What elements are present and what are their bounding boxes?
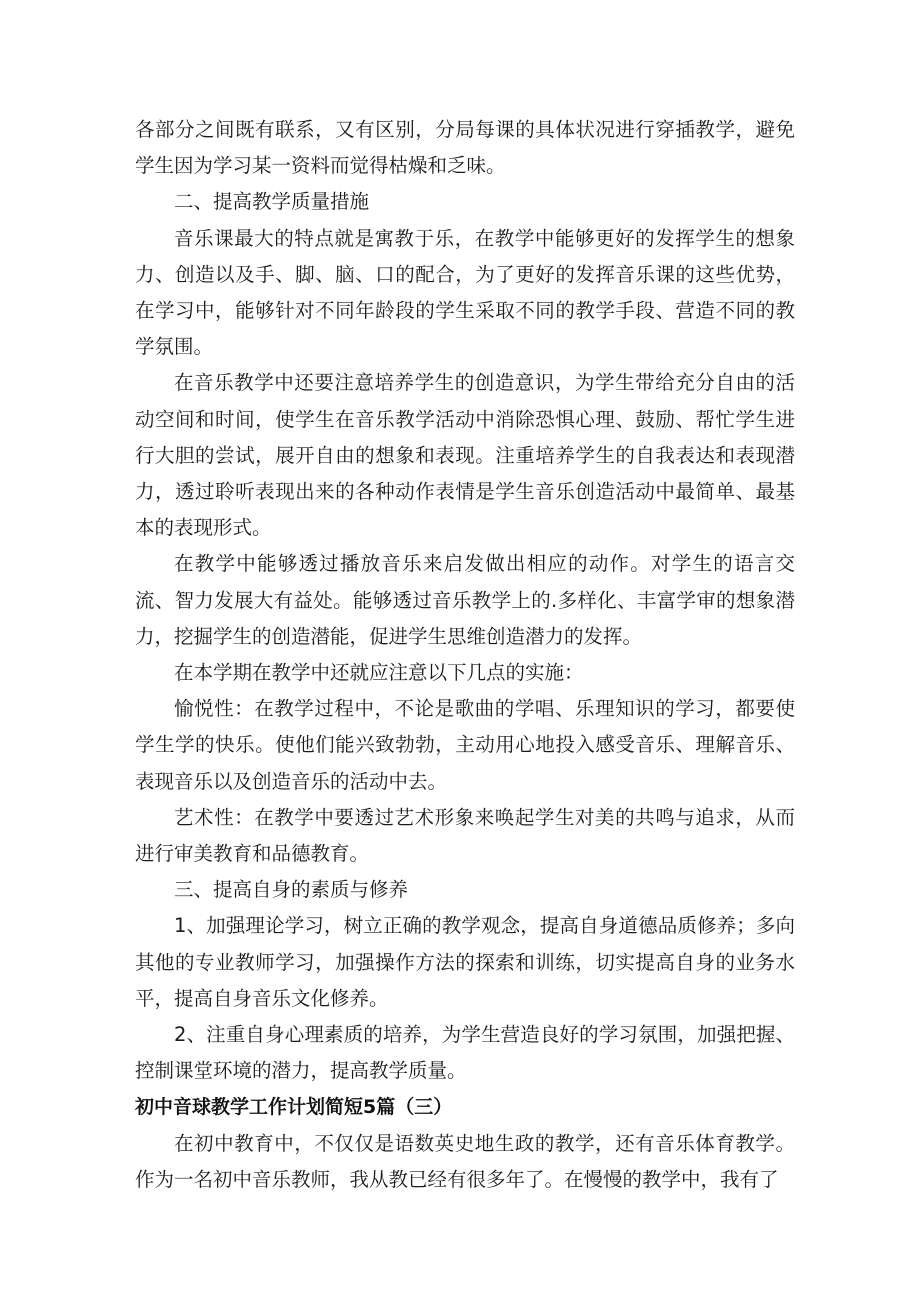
paragraph-3: 音乐课最大的特点就是寓教于乐，在教学中能够更好的发挥学生的想象力、创造以及手、脚、脑、口的配合，为了更好的发挥音乐课的这些优势，在学习中，能够针对不同年龄段的学生采取不同的教学手段、营造不同的教学氛围。 — [135, 226, 795, 359]
section-heading-2: 二、提高教学质量措施 — [174, 190, 370, 214]
paragraph-6: 在本学期在教学中还就应注意以下几点的实施： — [174, 661, 584, 685]
paragraph-13: 在初中教育中，不仅仅是语数英史地生政的教学，还有音乐体育教学。作为一名初中音乐教师，我从教已经有很多年了。在慢慢的教学中，我有了 — [135, 1131, 795, 1191]
paragraph-5: 在教学中能够透过播放音乐来启发做出相应的动作。对学生的语言交流、智力发展大有益处。能够透过音乐教学上的.多样化、丰富学审的想象潜力，挖掘学生的创造潜能，促进学生思维创造潜力的发挥。 — [135, 552, 795, 648]
paragraph-4: 在音乐教学中还要注意培养学生的创造意识，为学生带给充分自由的活动空间和时间，使学生在音乐教学活动中消除恐惧心理、鼓励、帮忙学生进行大胆的尝试，展开自由的想象和表现。注重培养学生的自我表达和表现潜力，透过聆听表现出来的各种动作表情是学生音乐创造活动中最简单、最基本的表现形式。 — [135, 371, 795, 540]
section-heading-3: 三、提高自身的素质与修养 — [174, 878, 409, 902]
document-body — [135, 112, 795, 1198]
paragraph-8: 艺术性：在教学中要透过艺术形象来唤起学生对美的共鸣与追求，从而进行审美教育和品德教育。 — [135, 805, 795, 866]
paragraph-11: 2、注重自身心理素质的培养，为学生营造良好的学习氛围，加强把握、控制课堂环境的潜力，提高教学质量。 — [135, 1023, 795, 1083]
paragraph-10: 1、加强理论学习，树立正确的教学观念，提高自身道德品质修养；多向其他的专业教师学习，加强操作方法的探索和训练，切实提高自身的业务水平，提高自身音乐文化修养。 — [135, 914, 795, 1010]
article-title: 初中音球教学工作计划简短5篇（三） — [135, 1096, 453, 1119]
paragraph-1: 各部分之间既有联系，又有区别，分局每课的具体状况进行穿插教学，避免学生因为学习某一资料而觉得枯燥和乏味。 — [135, 118, 795, 178]
paragraph-7: 愉悦性：在教学过程中，不论是歌曲的学唱、乐理知识的学习，都要使学生学的快乐。使他们能兴致勃勃，主动用心地投入感受音乐、理解音乐、表现音乐以及创造音乐的活动中去。 — [135, 697, 795, 793]
